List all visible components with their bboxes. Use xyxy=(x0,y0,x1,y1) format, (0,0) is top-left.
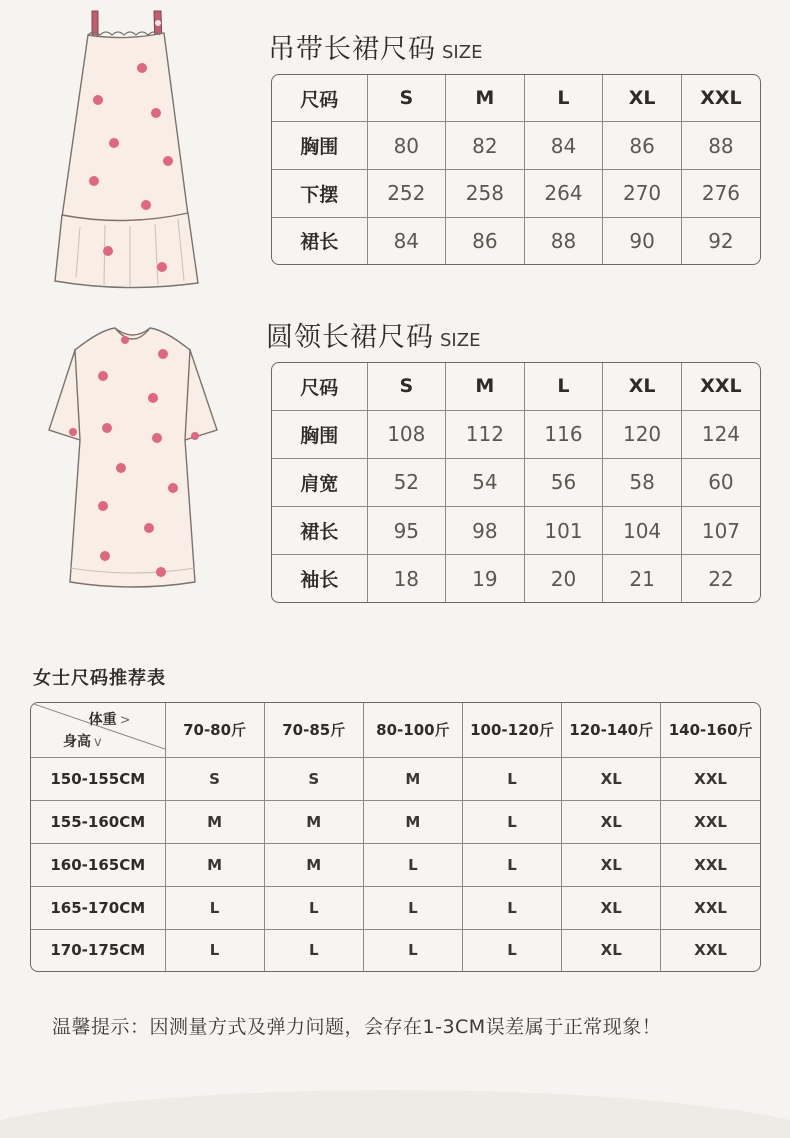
height-arrow-icon: v xyxy=(94,734,102,750)
size-cell: L xyxy=(462,800,561,843)
weight-header-cell: 100-120斤 xyxy=(462,703,561,757)
row-label: 裙长 xyxy=(272,217,367,264)
table-row xyxy=(272,507,760,555)
table-cell: 58 xyxy=(603,458,682,506)
table-row xyxy=(31,886,760,929)
table-cell: 86 xyxy=(446,217,525,264)
table-cell: 270 xyxy=(603,169,682,217)
round-neck-dress-size-table xyxy=(271,362,761,603)
height-row-label: 165-170CM xyxy=(31,886,165,929)
size-cell: L xyxy=(462,929,561,971)
header-cell: L xyxy=(524,363,603,410)
size-cell: XXL xyxy=(661,800,760,843)
size-cell: L xyxy=(462,886,561,929)
size-cell: XXL xyxy=(661,886,760,929)
recommendation-title: 女士尺码推荐表 xyxy=(33,668,166,689)
table-cell: 108 xyxy=(367,410,446,458)
table-cell: 276 xyxy=(681,169,760,217)
header-cell: L xyxy=(524,75,603,122)
size-cell: S xyxy=(165,757,264,800)
table-cell: 56 xyxy=(524,458,603,506)
header-cell: 尺码 xyxy=(272,363,367,410)
table-cell: 258 xyxy=(446,169,525,217)
recommendation-table xyxy=(30,702,761,972)
table-cell: 90 xyxy=(603,217,682,264)
height-axis-label xyxy=(63,731,102,751)
row-label: 下摆 xyxy=(272,169,367,217)
suspender-dress-size-tag: SIZE xyxy=(442,42,483,63)
table-cell: 112 xyxy=(446,410,525,458)
header-cell: M xyxy=(446,363,525,410)
weight-axis-label xyxy=(89,709,131,729)
size-cell: L xyxy=(462,843,561,886)
size-cell: M xyxy=(363,800,462,843)
size-cell: XXL xyxy=(694,941,727,960)
table-row xyxy=(31,929,760,971)
suspender-dress-title-text: 吊带长裙尺码 xyxy=(268,34,436,65)
header-cell: XL xyxy=(603,75,682,122)
height-label: 身高 xyxy=(63,733,91,750)
table-row xyxy=(272,458,760,506)
table-cell: 60 xyxy=(681,458,760,506)
table-cell: 20 xyxy=(524,555,603,602)
size-cell: XXL xyxy=(661,843,760,886)
row-label: 袖长 xyxy=(272,555,367,602)
size-cell: L xyxy=(363,886,462,929)
height-row-label: 170-175CM xyxy=(31,929,165,971)
size-cell: XL xyxy=(562,757,661,800)
table-cell: 120 xyxy=(603,410,682,458)
table-cell: 101 xyxy=(524,507,603,555)
weight-header-cell: 70-80斤 xyxy=(165,703,264,757)
table-cell: 82 xyxy=(446,122,525,170)
table-cell: 88 xyxy=(681,122,760,170)
table-cell: 22 xyxy=(708,566,734,591)
table-row xyxy=(272,122,760,170)
weight-label: 体重 xyxy=(88,712,117,728)
row-label: 裙长 xyxy=(272,507,367,555)
size-cell: L xyxy=(363,843,462,886)
table-cell: 116 xyxy=(524,410,603,458)
row-label: 胸围 xyxy=(272,410,367,458)
suspender-dress-size-table xyxy=(271,74,761,265)
row-label: 肩宽 xyxy=(272,458,367,506)
table-cell: 95 xyxy=(367,507,446,555)
header-cell: XXL xyxy=(681,75,760,122)
round-neck-dress-size-tag: SIZE xyxy=(440,330,481,351)
table-row xyxy=(272,555,760,602)
table-row xyxy=(272,169,760,217)
table-cell: 92 xyxy=(708,228,734,253)
weight-height-corner-cell xyxy=(31,703,165,757)
table-header-row xyxy=(272,363,760,410)
round-neck-dress-illustration xyxy=(45,320,220,595)
height-row-label: 150-155CM xyxy=(31,757,165,800)
table-cell: 98 xyxy=(446,507,525,555)
table-header-row xyxy=(272,75,760,122)
table-cell: 124 xyxy=(681,410,760,458)
table-cell: 104 xyxy=(603,507,682,555)
header-cell: S xyxy=(367,363,446,410)
suspender-dress-title xyxy=(268,27,482,66)
size-cell: M xyxy=(264,843,363,886)
round-neck-dress-title-text: 圆领长裙尺码 xyxy=(266,322,434,353)
size-cell: M xyxy=(264,800,363,843)
weight-header-cell: 120-140斤 xyxy=(562,703,661,757)
size-cell: XL xyxy=(562,886,661,929)
height-row-label: 160-165CM xyxy=(31,843,165,886)
weight-header-cell: 80-100斤 xyxy=(363,703,462,757)
table-cell: 88 xyxy=(524,217,603,264)
weight-header-cell: 140-160斤 xyxy=(661,703,760,757)
size-cell: M xyxy=(165,843,264,886)
table-row xyxy=(272,410,760,458)
row-label: 胸围 xyxy=(272,122,367,170)
suspender-dress-illustration xyxy=(50,5,200,290)
table-header-row xyxy=(31,703,760,757)
table-cell: 84 xyxy=(524,122,603,170)
table-row xyxy=(31,757,760,800)
size-cell: M xyxy=(363,757,462,800)
table-row xyxy=(31,843,760,886)
table-cell: 19 xyxy=(446,555,525,602)
table-cell: 80 xyxy=(367,122,446,170)
size-cell: XL xyxy=(562,929,661,971)
size-cell: L xyxy=(363,929,462,971)
table-cell: 252 xyxy=(367,169,446,217)
header-cell: S xyxy=(367,75,446,122)
size-cell: S xyxy=(264,757,363,800)
size-cell: L xyxy=(264,886,363,929)
header-cell: XXL xyxy=(681,363,760,410)
header-cell: 尺码 xyxy=(272,75,367,122)
header-cell: M xyxy=(446,75,525,122)
table-row xyxy=(31,800,760,843)
table-cell: 107 xyxy=(681,507,760,555)
size-cell: L xyxy=(165,929,264,971)
table-cell: 54 xyxy=(446,458,525,506)
header-cell: XL xyxy=(603,363,682,410)
measurement-note: 温馨提示：因测量方式及弹力问题，会存在1-3CM误差属于正常现象！ xyxy=(52,1016,662,1038)
weight-header-cell: 70-85斤 xyxy=(264,703,363,757)
table-cell: 18 xyxy=(367,555,446,602)
size-cell: XL xyxy=(562,800,661,843)
size-cell: M xyxy=(165,800,264,843)
size-cell: L xyxy=(462,757,561,800)
height-row-label: 155-160CM xyxy=(31,800,165,843)
table-cell: 84 xyxy=(367,217,446,264)
table-cell: 86 xyxy=(603,122,682,170)
table-row xyxy=(272,217,760,264)
size-cell: L xyxy=(264,929,363,971)
round-neck-dress-title xyxy=(266,315,480,354)
weight-arrow-icon: > xyxy=(119,713,131,728)
size-cell: XXL xyxy=(661,757,760,800)
table-cell: 52 xyxy=(367,458,446,506)
size-cell: XL xyxy=(562,843,661,886)
table-cell: 264 xyxy=(524,169,603,217)
table-cell: 21 xyxy=(603,555,682,602)
size-cell: L xyxy=(165,886,264,929)
